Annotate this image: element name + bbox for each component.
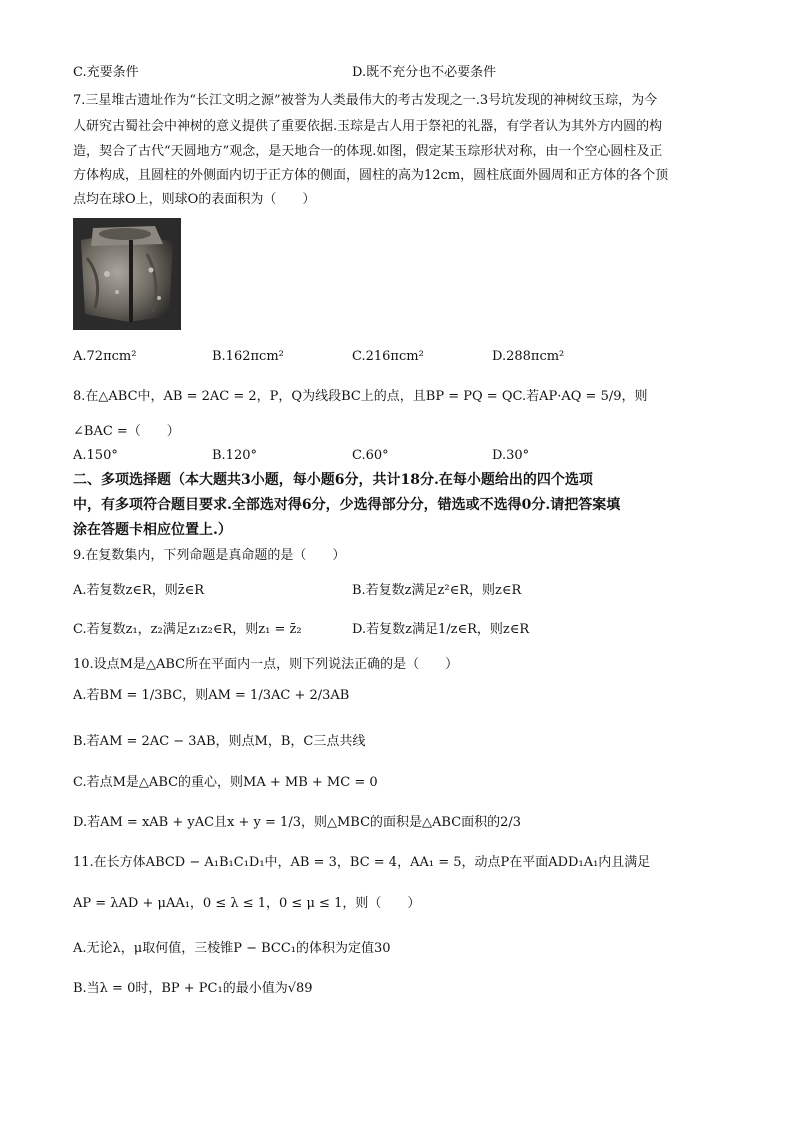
q9-stem: 9.在复数集内，下列命题是真命题的是（ ）	[73, 548, 346, 563]
q6-option-d: D.既不充分也不必要条件	[352, 65, 497, 80]
q7-option-d: D.288πcm²	[492, 349, 565, 364]
q8-option-c: C.60°	[352, 448, 389, 463]
q9-option-b: B.若复数z满足z²∈R，则z∈R	[352, 583, 522, 598]
section2-line-2: 中，有多项符合题目要求.全部选对得6分，少选得部分分，错选或不选得0分.请把答案填	[73, 497, 621, 513]
jade-cong-photo	[73, 218, 181, 330]
q8-option-a: A.150°	[73, 448, 118, 463]
section2-line-3: 涂在答题卡相应位置上.）	[73, 522, 232, 538]
q7-line-4: 方体构成，且圆柱的外侧面内切于正方体的侧面，圆柱的高为12cm，圆柱底面外圆周和正方体的各个顶	[73, 168, 669, 183]
q7-option-b: B.162πcm²	[212, 349, 284, 364]
q9-option-d: D.若复数z满足1/z∈R，则z∈R	[352, 622, 530, 637]
q7-line-3: 造，契合了古代“天圆地方”观念，是天地合一的体现.如图，假定某玉琮形状对称，由一个空心圆柱及正	[73, 144, 663, 159]
q9-option-a: A.若复数z∈R，则z̄∈R	[73, 583, 205, 598]
q8-option-d: D.30°	[492, 448, 530, 463]
section2-line-1: 二、多项选择题（本大题共3小题，每小题6分，共计18分.在每小题给出的四个选项	[73, 472, 593, 488]
q7-line-1: 7.三星堆古遗址作为“长江文明之源”被誉为人类最伟大的考古发现之一.3号坑发现的神树纹玉琮，为今	[73, 93, 658, 108]
q8-option-b: B.120°	[212, 448, 257, 463]
q10-option-a: A.若BM = 1/3BC，则AM = 1/3AC + 2/3AB	[73, 688, 350, 703]
q11-option-a: A.无论λ，μ取何值，三棱锥P − BCC₁的体积为定值30	[73, 941, 391, 956]
q8-line-1: 8.在△ABC中，AB = 2AC = 2，P，Q为线段BC上的点，且BP = PQ = QC.若AP·AQ = 5/9，则	[73, 389, 648, 404]
q11-stem-line-1: 11.在长方体ABCD − A₁B₁C₁D₁中，AB = 3，BC = 4，AA₁ = 5，动点P在平面ADD₁A₁内且满足	[73, 855, 651, 870]
q7-line-5: 点均在球O上，则球O的表面积为（ ）	[73, 192, 316, 207]
q10-option-c: C.若点M是△ABC的重心，则MA + MB + MC = 0	[73, 775, 378, 790]
q7-line-2: 人研究古蜀社会中神树的意义提供了重要依据.玉琮是古人用于祭祀的礼器，有学者认为其外方内圆的构	[73, 119, 663, 134]
q6-option-c: C.充要条件	[73, 65, 139, 80]
q8-line-2: ∠BAC =（ ）	[73, 424, 180, 439]
q7-option-c: C.216πcm²	[352, 349, 424, 364]
q9-option-c: C.若复数z₁，z₂满足z₁z₂∈R，则z₁ = z̄₂	[73, 622, 302, 637]
q11-option-b: B.当λ = 0时，BP + PC₁的最小值为√89	[73, 981, 313, 996]
q7-option-a: A.72πcm²	[73, 349, 137, 364]
q10-option-d: D.若AM = xAB + yAC且x + y = 1/3，则△MBC的面积是△ABC面积的2/3	[73, 815, 522, 830]
q11-stem-line-2: AP = λAD + μAA₁，0 ≤ λ ≤ 1，0 ≤ μ ≤ 1，则（ ）	[73, 896, 421, 911]
q10-stem: 10.设点M是△ABC所在平面内一点，则下列说法正确的是（ ）	[73, 657, 459, 672]
q10-option-b: B.若AM = 2AC − 3AB，则点M，B，C三点共线	[73, 734, 366, 749]
